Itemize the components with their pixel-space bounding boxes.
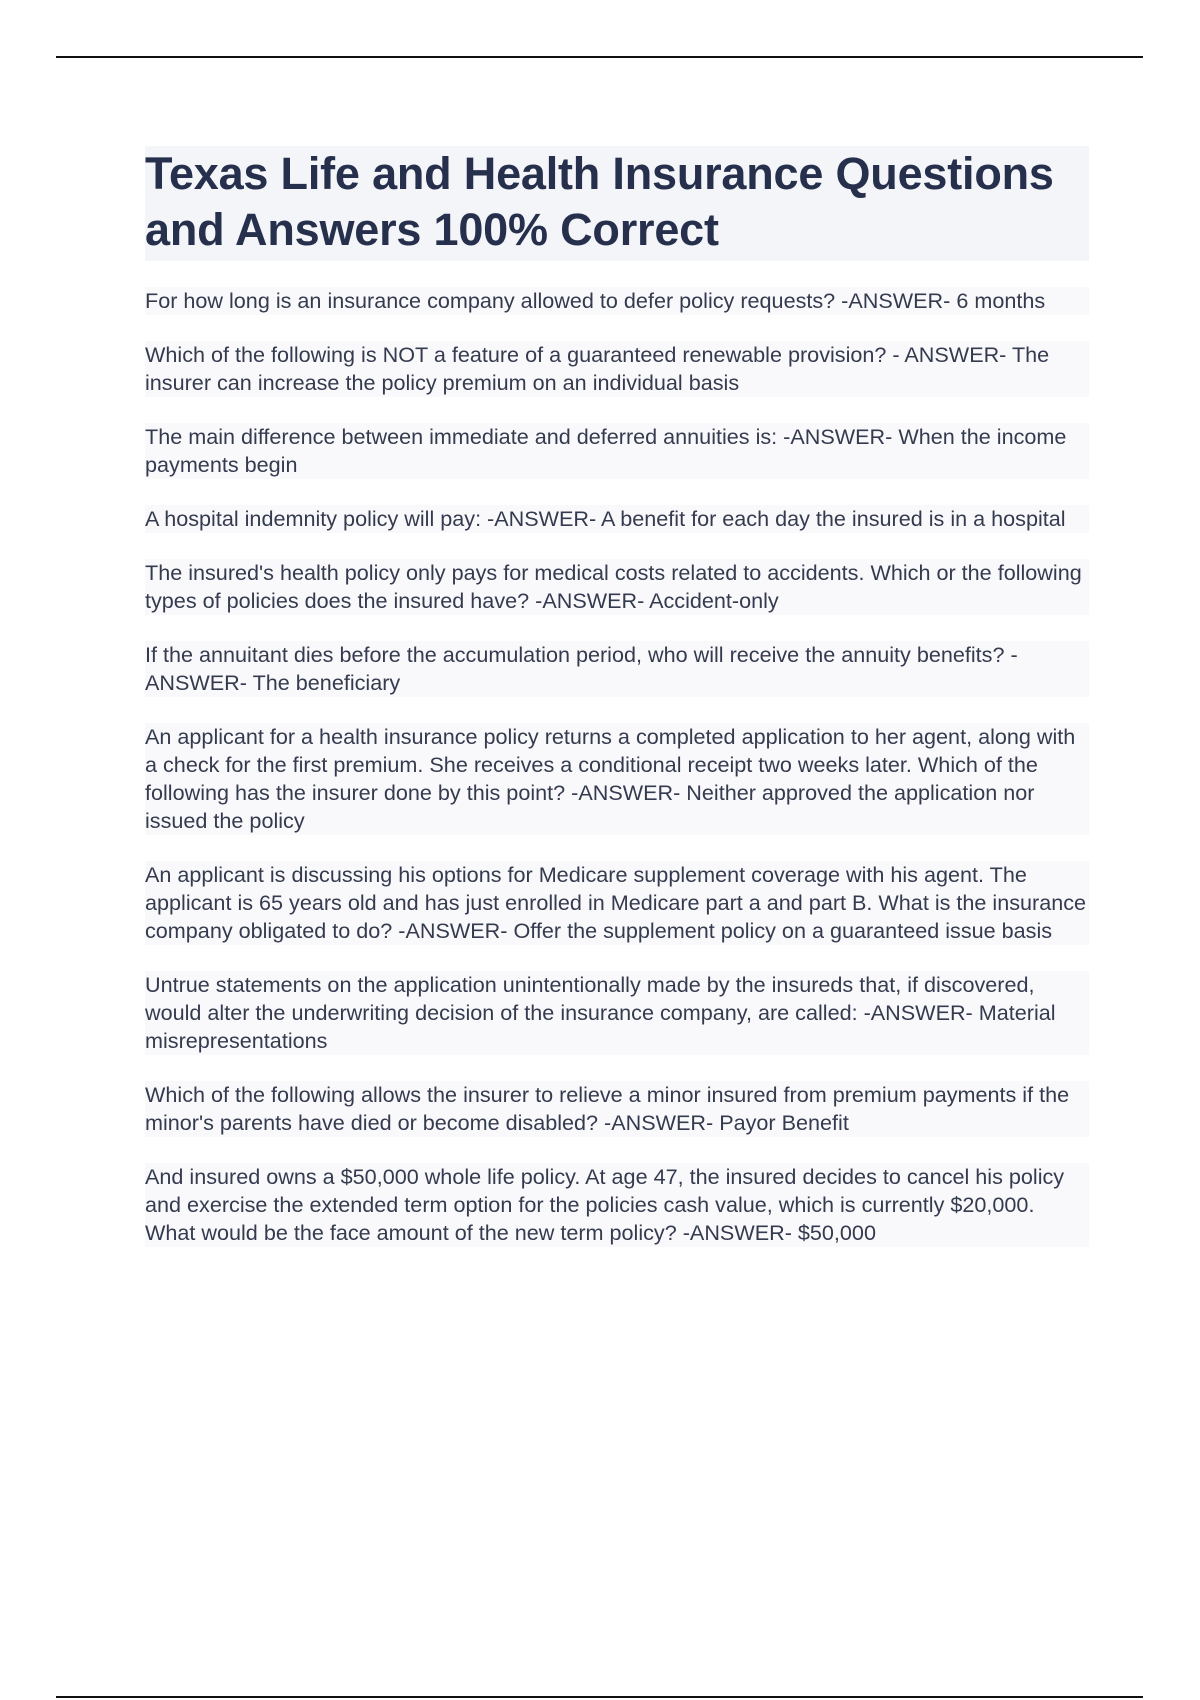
qa-item: The main difference between immediate and deferred annuities is: -ANSWER- When the income payments begin — [145, 423, 1089, 479]
title-block — [145, 146, 1089, 261]
qa-item: The insured's health policy only pays for medical costs related to accidents. Which or the following types of policies does the insured have? -ANSWER- Accident-only — [145, 559, 1089, 615]
qa-item: An applicant for a health insurance policy returns a completed application to her agent, along with a check for the first premium. She receives a conditional receipt two weeks later. Which of the following has the insurer done by this point? -ANSWER- Neither approved the application nor issued the policy — [145, 723, 1089, 835]
document-title: Texas Life and Health Insurance Questions and Answers 100% Correct — [145, 148, 1054, 255]
qa-list — [145, 287, 1089, 1247]
top-rule — [56, 56, 1143, 58]
qa-item: For how long is an insurance company allowed to defer policy requests? -ANSWER- 6 months — [145, 287, 1089, 315]
qa-item: And insured owns a $50,000 whole life policy. At age 47, the insured decides to cancel his policy and exercise the extended term option for the policies cash value, which is currently $20,000. What would be the face amount of the new term policy? -ANSWER- $50,000 — [145, 1163, 1089, 1247]
document-body — [145, 146, 1089, 1273]
qa-item: If the annuitant dies before the accumulation period, who will receive the annuity benefits? -ANSWER- The beneficiary — [145, 641, 1089, 697]
qa-item: Which of the following is NOT a feature of a guaranteed renewable provision? - ANSWER- The insurer can increase the policy premium on an individual basis — [145, 341, 1089, 397]
bottom-rule — [56, 1696, 1143, 1698]
qa-item: Untrue statements on the application unintentionally made by the insureds that, if discovered, would alter the underwriting decision of the insurance company, are called: -ANSWER- Material misrepresentations — [145, 971, 1089, 1055]
qa-item: An applicant is discussing his options for Medicare supplement coverage with his agent. The applicant is 65 years old and has just enrolled in Medicare part a and part B. What is the insurance company obligated to do? -ANSWER- Offer the supplement policy on a guaranteed issue basis — [145, 861, 1089, 945]
qa-item: A hospital indemnity policy will pay: -ANSWER- A benefit for each day the insured is in a hospital — [145, 505, 1089, 533]
qa-item: Which of the following allows the insurer to relieve a minor insured from premium payments if the minor's parents have died or become disabled? -ANSWER- Payor Benefit — [145, 1081, 1089, 1137]
